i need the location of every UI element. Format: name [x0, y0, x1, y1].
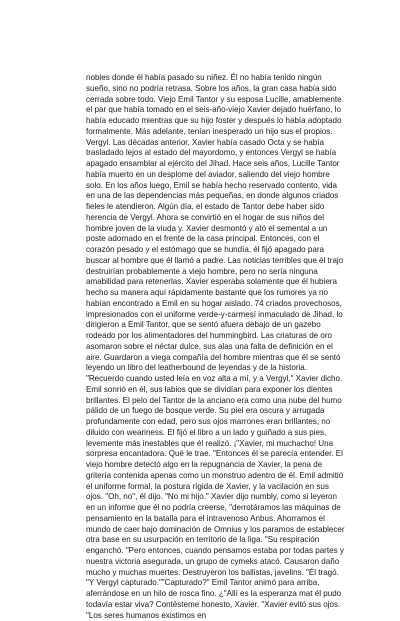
body-paragraph: nobles donde él había pasado su niñez. Él no había tenido ningún sueño, sino no podría retrasa. Sobre los años, la gran casa había sido cerrada sobre todo. Viejo Emil Tantor y su esposa Lucille, amablemente el par que había tomado en el seis-año-viejo Xavier dejado huérfano, lo había educado mientras que su hijo foster y después lo había adoptado formalmente. Más adelante, tenían inesperado un hijo sus el propios. Vergyl. Las décadas anterior, Xavier había casado Octa y se había trasladado lejos al estado del mayordomo, y entonces Vergyl se había apagado ensamblar al ejército del Jihad. Hace seis años, Lucille Tantor había muerto en un desplome del aviador, saliendo del viejo hombre solo. En los años luego, Emil se había hecho reservado contento, vida en una de las dependencias más pequeñas, en donde algunos criados fieles le atendieron. Algún día, el estado de Tantor debe haber sido herencia de Vergyl. Ahora se convirtió en el hogar de sus niños del hombre joven de la viuda y. Xavier desmontó y ató el semental a un poste adornado en el frente de la casa principal. Entonces, con el corazón pesado y el estómago que se hundía, él fijó apagado para buscar al hombre que él llamó a padre. Las noticias terribles que él trajo destruirían probablemente a viejo hombre, pero no sería ninguna amabilidad para retenerlas. Xavier esperaba solamente que él hubiera hecho su manera aquí rápidamente bastante que los rumores ya no habían encontrado a Emil en su hogar aislado. 74 criados provechosos, impresionados con el uniforme verde-y-carmesí inmaculado de Jihad, lo dirigieron a Emil Tantor, que se sentó afuera debajo de un gazebo rodeado por los alimentadores del hummingbird. Las criaturas de oro asomaron sobre el néctar dulce, sus alas una falta de definición en el aire. Guardaron a viega compañía del hombre mientras que él se sentó leyendo un libro del leatherbound de leyendas y de la historia. "Recuerdo cuando usted leía en voz alta a mí, y a Vergyl," Xavier dicho. Emil sonrió en él, sus labios que se dividían para exponer los dientes brillantes. El pelo del Tantor de la anciano era como una nube del humo pálido de un fuego de bosque verde. Su piel era oscura y arrugada profundamente con edad, pero sus ojos marrones eran brillantes, no diluido con weariness. El fijó el libro a un lado y guiñado a sus pies, levemente más inestables que él realizó. ¡"Xavier, mi muchacho! Una sorpresa encantadora. Qué le trae. "Entonces él se parecía entender. El viejo hombre detectó algo en la repugnancia de Xavier, la pena de gritería contenida apenas como un monstruo adentro de él. Emil admitió el uniforme formal, la postura rígida de Xavier, y la vacilación en sus ojos. "Oh, no", él dijo. "No mi hijo." Xavier dijo numbly, como si leyeron en un informe que él no podría creerse, "derrotáramos las máquinas de pensamiento en la batalla para el intravenoso Anbus. Ahorramos el mundo de caer bajo dominación de Omnius y los paramos de establecer otra base en su usurpación en territorio de la liga. "Su respiración enganchó. "Pero entonces, cuando pensamos estaba por todas partes y nuestra victoria asegurada, un grupo de cymeks atacó. Causaron daño mucho y muchas muertes. Destruyeron los ballistas, javelins. "Él tragó. "Y Vergyl capturado.""Capturado?" Emil Tantor animó para arriba, aferrándose en un hilo de rosca fino. ¿"Allí es la esperanza mat él pudo todavía estar viva? Contésteme honesto, Xavier. "Xavier evitó sus ojos. "Los seres humanos existimos en [86, 73, 345, 620]
